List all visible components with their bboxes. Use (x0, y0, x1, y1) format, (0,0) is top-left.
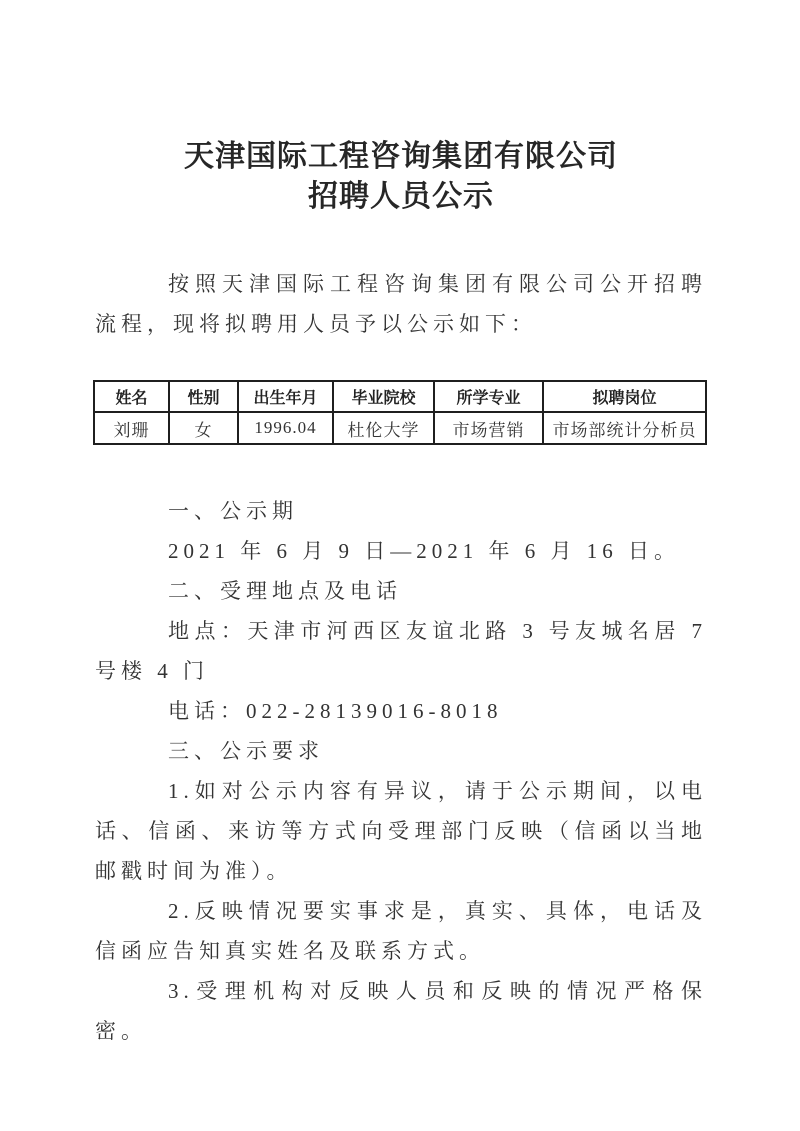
intro-paragraph: 按照天津国际工程咨询集团有限公司公开招聘流程，现将拟聘用人员予以公示如下： (95, 272, 707, 336)
table-cell-name: 刘珊 (94, 412, 169, 444)
section-2-paragraph-address: 地点：天津市河西区友谊北路 3 号友城名居 7 号楼 4 门 (95, 619, 707, 683)
section-heading-1: 一、公示期 (168, 499, 298, 523)
table-header-school: 毕业院校 (333, 381, 434, 412)
table-row (94, 412, 706, 444)
table-header-row (94, 381, 706, 412)
table-cell-gender: 女 (169, 412, 238, 444)
applicant-table (93, 380, 707, 445)
applicant-table-wrapper (93, 380, 707, 445)
table-header-name: 姓名 (94, 381, 169, 412)
table-cell-birthdate: 1996.04 (238, 412, 333, 444)
section-2-paragraph-phone: 电话：022-28139016-8018 (168, 699, 503, 723)
page-title-line-2: 招聘人员公示 (308, 180, 494, 213)
page-title (95, 137, 707, 217)
table-cell-school: 杜伦大学 (333, 412, 434, 444)
document-body (95, 491, 707, 1051)
section-3-paragraph-2: 2.反映情况要实事求是，真实、具体，电话及信函应告知真实姓名及联系方式。 (95, 899, 707, 963)
table-header-position: 拟聘岗位 (543, 381, 706, 412)
section-3-paragraph-3: 3.受理机构对反映人员和反映的情况严格保密。 (95, 979, 707, 1043)
table-header-birthdate: 出生年月 (238, 381, 333, 412)
table-header-major: 所学专业 (434, 381, 543, 412)
page-title-line-1: 天津国际工程咨询集团有限公司 (184, 140, 618, 173)
table-header-gender: 性别 (169, 381, 238, 412)
section-3-paragraph-1: 1.如对公示内容有异议，请于公示期间，以电话、信函、来访等方式向受理部门反映（信函以当地邮戳时间为准）。 (95, 779, 707, 883)
section-heading-2: 二、受理地点及电话 (168, 579, 402, 603)
table-cell-position: 市场部统计分析员 (543, 412, 706, 444)
section-1-paragraph-1: 2021 年 6 月 9 日—2021 年 6 月 16 日。 (168, 539, 680, 563)
table-cell-major: 市场营销 (434, 412, 543, 444)
section-heading-3: 三、公示要求 (168, 739, 324, 763)
